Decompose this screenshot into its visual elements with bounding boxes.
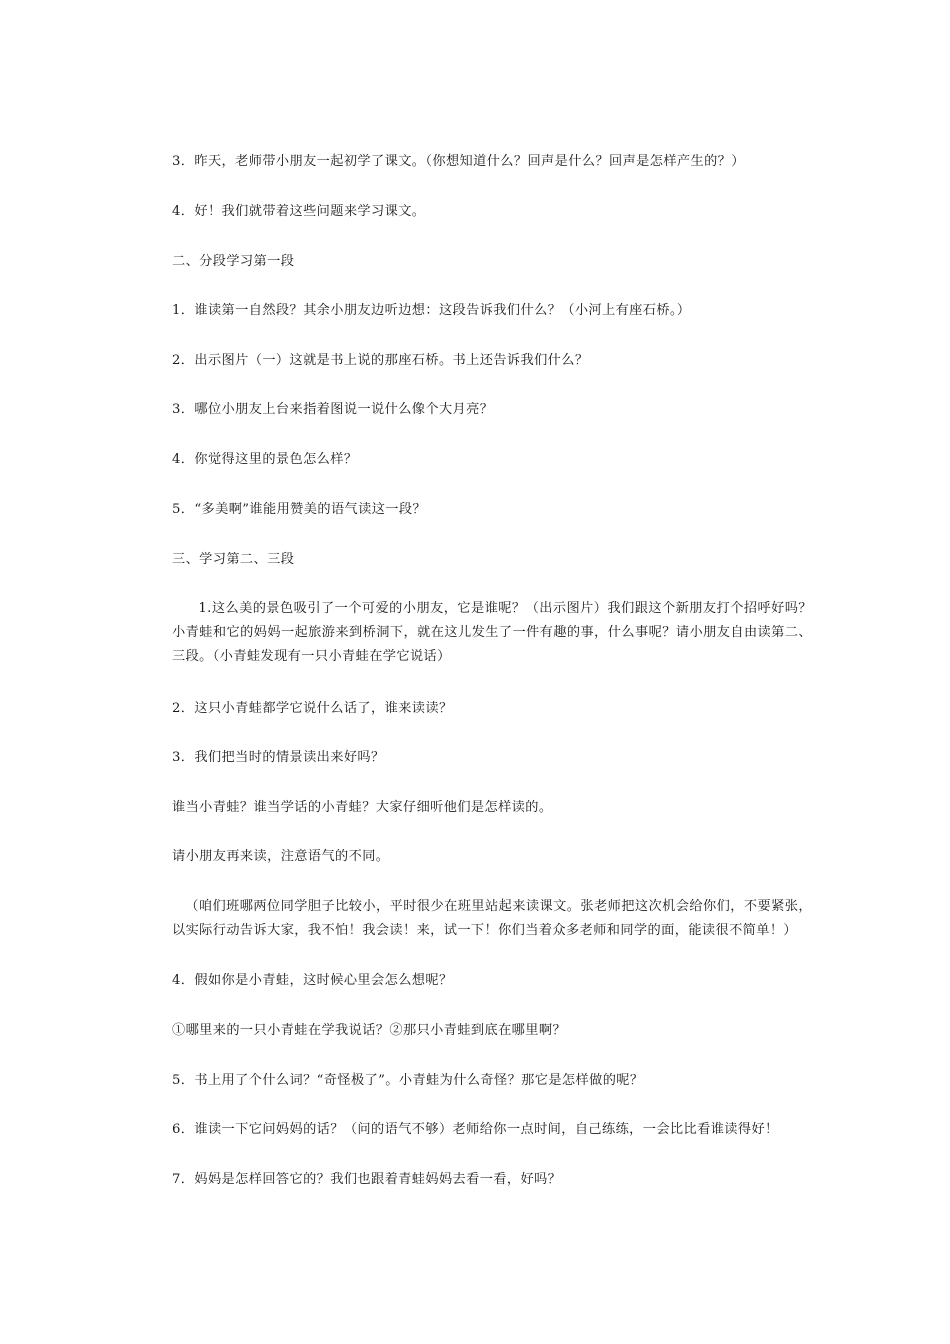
paragraph-encouragement: （咱们班哪两位同学胆子比较小，平时很少在班里站起来读课文。张老师把这次机会给你们，不要紧张，以实际行动告诉大家，我不怕！我会读！来，试一下！你们当着众多老师和同学的面，能读很不简单！）	[172, 899, 812, 938]
paragraph-s2-item-3: 3．哪位小朋友上台来指着图说一说什么像个大月亮？	[172, 402, 494, 417]
paragraph-s3-item-7: 7．妈妈是怎样回答它的？我们也跟着青蛙妈妈去看一看，好吗？	[172, 1172, 562, 1187]
section-heading-3: 三、学习第二、三段	[172, 552, 295, 567]
section-heading-2: 二、分段学习第一段	[172, 254, 295, 269]
paragraph-s2-item-5: 5．“多美啊”谁能用赞美的语气读这一段？	[172, 502, 427, 517]
paragraph-frog-thoughts: ①哪里来的一只小青蛙在学我说话？②那只小青蛙到底在哪里啊？	[172, 1023, 567, 1038]
paragraph-s2-item-1: 1．谁读第一自然段？其余小朋友边听边想：这段告诉我们什么？（小河上有座石桥。）	[172, 303, 691, 318]
paragraph-s3-item-6: 6．谁读一下它问妈妈的话？（问的语气不够）老师给你一点时间，自己练练，一会比比看谁读得好！	[172, 1122, 779, 1137]
paragraph-role-reading: 谁当小青蛙？谁当学话的小青蛙？大家仔细听他们是怎样读的。	[172, 800, 553, 815]
paragraph-s3-item-2: 2．这只小青蛙都学它说什么话了，谁来读读？	[172, 701, 453, 716]
paragraph-s3-item-3: 3．我们把当时的情景读出来好吗？	[172, 750, 385, 765]
paragraph-step-3-review: 3．昨天，老师带小朋友一起初学了课文。（你想知道什么？回声是什么？回声是怎样产生的？）	[172, 154, 745, 169]
paragraph-reread: 请小朋友再来读，注意语气的不同。	[172, 849, 390, 864]
paragraph-s3-item-4: 4．假如你是小青蛙，这时候心里会怎么想呢？	[172, 973, 453, 988]
paragraph-s2-item-4: 4．你觉得这里的景色怎么样？	[172, 452, 358, 467]
paragraph-s2-item-2: 2．出示图片（一）这就是书上说的那座石桥。书上还告诉我们什么？	[172, 353, 589, 368]
paragraph-s3-item-1: 1.这么美的景色吸引了一个可爱的小朋友，它是谁呢？（出示图片）我们跟这个新朋友打个招呼好吗？小青蛙和它的妈妈一起旅游来到桥洞下，就在这儿发生了一件有趣的事，什么事呢？请小朋友自由读第二、三段。（小青蛙发现有一只小青蛙在学它说话）	[172, 601, 812, 664]
paragraph-step-4-questions: 4．好！我们就带着这些问题来学习课文。	[172, 204, 426, 219]
paragraph-s3-item-5: 5．书上用了个什么词？“奇怪极了”。小青蛙为什么奇怪？那它是怎样做的呢？	[172, 1073, 644, 1088]
